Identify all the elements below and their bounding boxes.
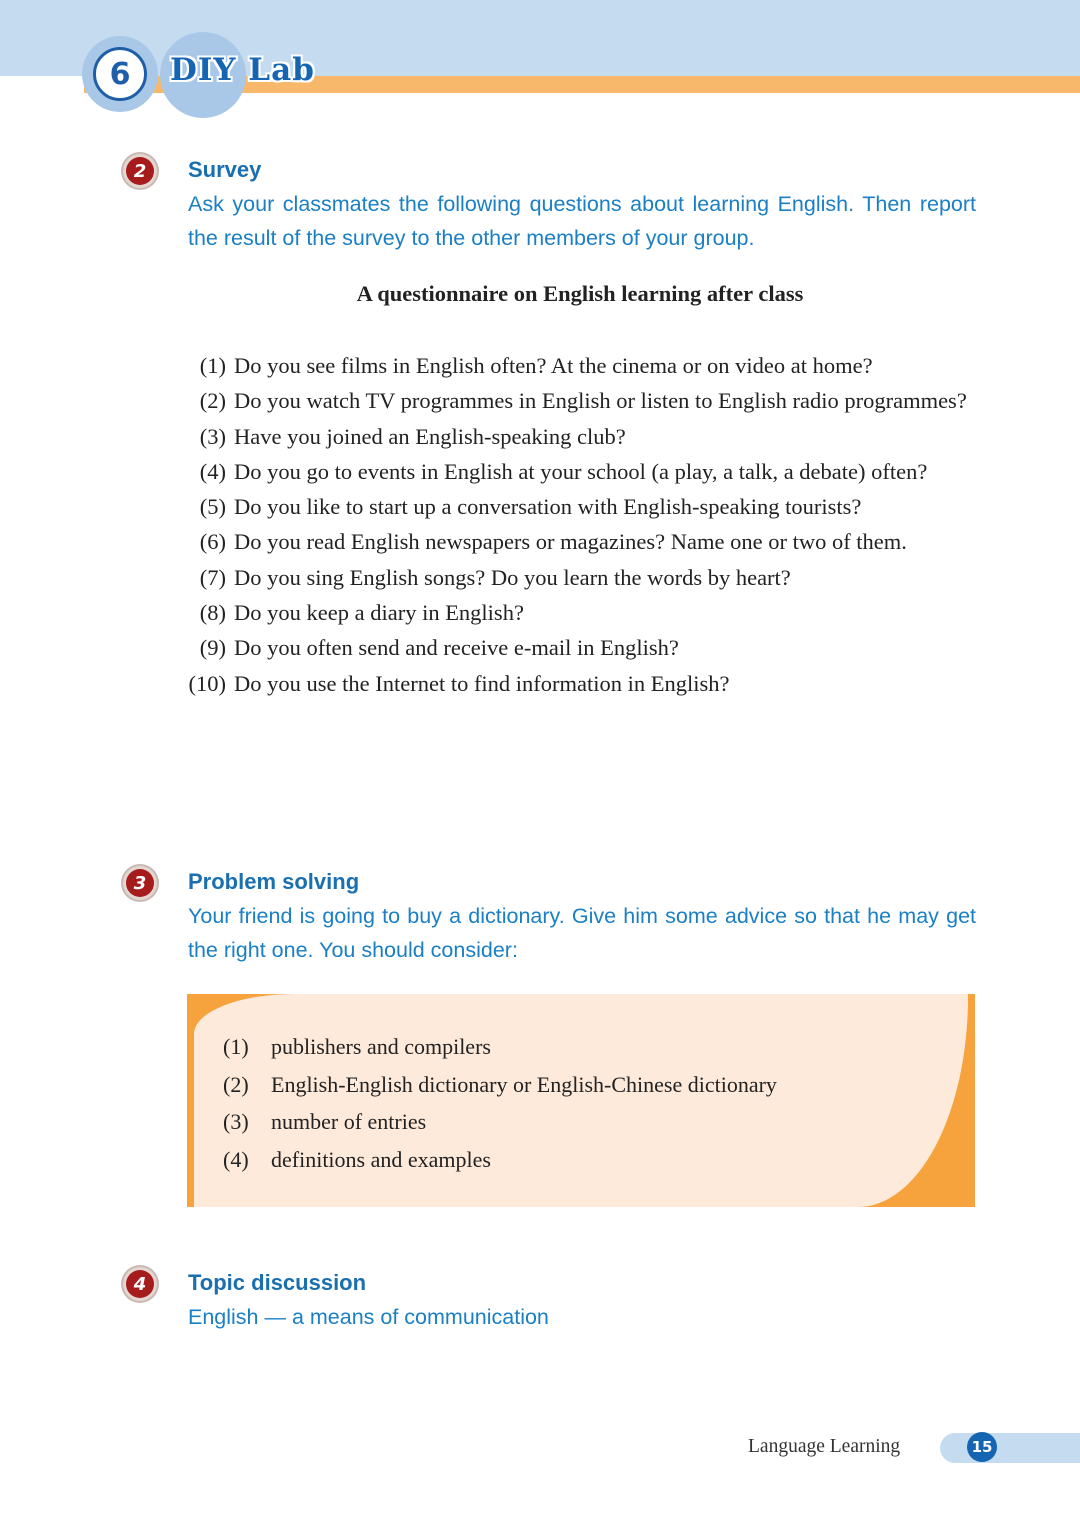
item-number: (3) [199,423,226,449]
item-number: (8) [199,600,226,626]
list-item [223,1028,777,1066]
item-text: Do you keep a diary in English? [234,600,524,626]
footer-section-name: Language Learning [748,1436,901,1457]
item-text: Have you joined an English-speaking club? [234,423,626,449]
survey-instructions: Ask your classmates the following questions about learning English. Then report the result of the survey to the other members of your group. [188,192,976,250]
item-text: definitions and examples [271,1146,491,1172]
list-item [223,1141,777,1179]
list-item [186,454,976,489]
list-item [186,595,976,630]
item-number: (6) [199,529,226,555]
list-item [186,419,976,454]
list-item [186,666,976,701]
item-text: Do you read English newspapers or magazines? Name one or two of them. [234,529,907,555]
item-number: (10) [188,670,226,696]
item-number: (1) [199,353,226,378]
item-number: (2) [223,1071,249,1097]
problem-heading: Problem solving [188,869,360,894]
item-text: Do you like to start up a conversation with English-speaking tourists? [234,494,862,520]
item-number: (9) [199,635,226,661]
problem-instructions: Your friend is going to buy a dictionary. Give him some advice so that he may get the right one. You should consider: [188,904,976,962]
topic-number-bullet: 4 [126,1270,154,1298]
problem-number-bullet: 3 [126,869,154,897]
survey-heading: Survey [188,157,262,182]
item-text: Do you go to events in English at your school (a play, a talk, a debate) often? [234,458,928,484]
item-number: (4) [199,458,226,484]
item-number: (3) [223,1109,249,1134]
item-text: number of entries [271,1109,427,1134]
page-number: 15 [967,1432,997,1462]
item-number: (4) [223,1146,249,1172]
item-text: Do you often send and receive e-mail in English? [234,635,679,661]
item-number: (1) [223,1034,249,1059]
item-number: (5) [199,494,226,520]
section-title: DIY Lab [170,52,315,88]
item-number: (7) [199,564,226,590]
considerations-list [223,1028,777,1178]
list-item [186,560,976,595]
item-text: publishers and compilers [271,1034,491,1059]
unit-number: 6 [93,47,147,101]
item-text: Do you sing English songs? Do you learn the words by heart? [234,564,791,590]
questionnaire-title: A questionnaire on English learning after class [356,281,804,306]
topic-text: English — a means of communication [188,1305,549,1329]
footer-band [940,1433,1080,1463]
list-item [186,630,976,665]
list-item [223,1066,777,1104]
item-number: (2) [199,388,226,414]
unit-number-badge [82,36,158,112]
item-text: English-English dictionary or English-Chinese dictionary [271,1071,777,1097]
list-item [186,524,976,559]
survey-number-bullet: 2 [126,157,154,185]
list-item [223,1103,777,1141]
item-text: Do you watch TV programmes in English or listen to English radio programmes? [234,388,967,414]
list-item [186,489,976,524]
list-item [186,383,976,418]
item-text: Do you use the Internet to find information in English? [234,670,730,696]
list-item [186,348,976,383]
questionnaire-list [186,348,976,701]
item-text: Do you see films in English often? At the cinema or on video at home? [234,353,873,378]
topic-heading: Topic discussion [188,1270,367,1295]
